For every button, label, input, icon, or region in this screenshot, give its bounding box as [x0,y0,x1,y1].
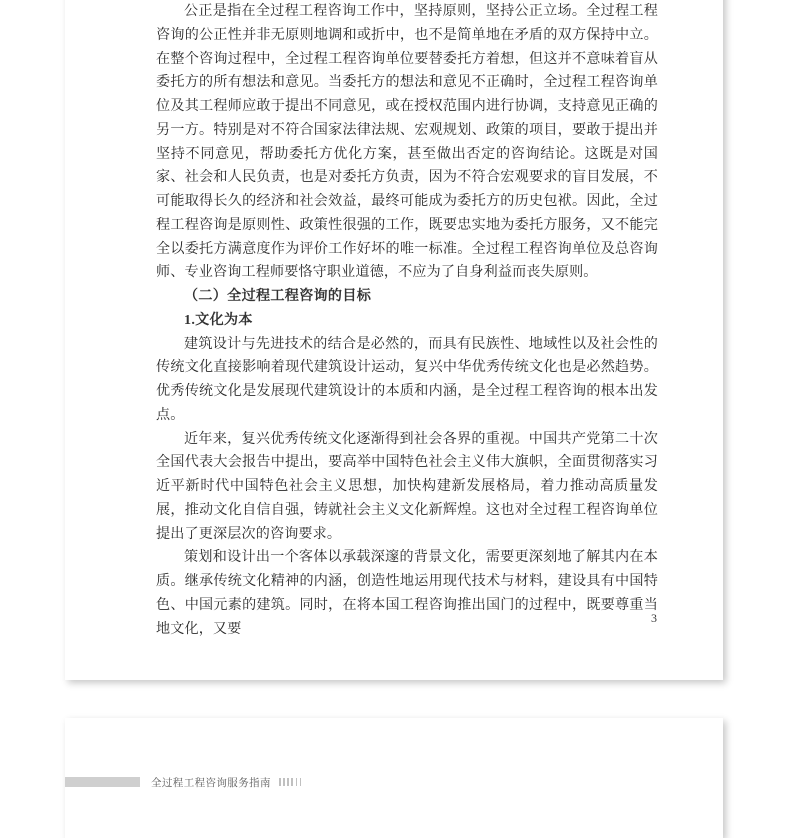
running-head-bar [65,777,140,787]
document-page-2 [65,718,723,838]
subsection-heading: 1.文化为本 [184,311,253,328]
paragraph: 公正是指在全过程工程咨询工作中，坚持原则，坚持公正立场。全过程工程咨询的公正性并非无原则地调和或折中，也不是简单地在矛盾的双方保持中立。在整个咨询过程中，全过程工程咨询单位要替委托方着想，但这并不意味着盲从委托方的所有想法和意见。当委托方的想法和意见不正确时，全过程工程咨询单位及其工程师应敢于提出不同意见，或在授权范围内进行协调，支持意见正确的另一方。特别是对不符合国家法律法规、宏观规划、政策的项目，要敢于提出并坚持不同意见，帮助委托方优化方案，甚至做出否定的咨询结论。这既是对国家、社会和人民负责，也是对委托方负责，因为不符合宏观要求的盲目发展，不可能取得长久的经济和社会效益，最终可能成为委托方的历史包袱。因此，全过程工程咨询是原则性、政策性很强的工作，既要忠实地为委托方服务，又不能完全以委托方满意度作为评价工作好坏的唯一标准。全过程工程咨询单位及总咨询师、专业咨询工程师要恪守职业道德，不应为了自身利益而丧失原则。 [156,3,658,281]
running-head [65,774,723,790]
paragraph: 近年来，复兴优秀传统文化逐渐得到社会各界的重视。中国共产党第二十次全国代表大会报告中提出，要高举中国特色社会主义伟大旗帜，全面贯彻落实习近平新时代中国特色社会主义思想，加快构建新发展格局，着力推动高质量发展，推动文化自信自强，铸就社会主义文化新辉煌。这也对全过程工程咨询单位提出了更深层次的咨询要求。 [156,430,658,542]
paragraph: 建筑设计与先进技术的结合是必然的，而具有民族性、地域性以及社会性的传统文化直接影响着现代建筑设计运动，复兴中华优秀传统文化也是必然趋势。优秀传统文化是发展现代建筑设计的本质和内涵，是全过程工程咨询的根本出发点。 [156,335,658,423]
document-page-1 [65,0,723,680]
paragraph: 策划和设计出一个客体以承载深邃的背景文化，需要更深刻地了解其内在本质。继承传统文化精神的内涵，创造性地运用现代技术与材料，建设具有中国特色、中国元素的建筑。同时，在将本国工程咨询推出国门的过程中，既要尊重当地文化，又要 [156,549,658,637]
section-heading: （二）全过程工程咨询的目标 [184,288,372,304]
body-text-column [156,0,658,641]
page-number: 3 [651,611,657,625]
running-head-ticks-icon [279,778,302,787]
running-head-title: 全过程工程咨询服务指南 [151,776,271,789]
